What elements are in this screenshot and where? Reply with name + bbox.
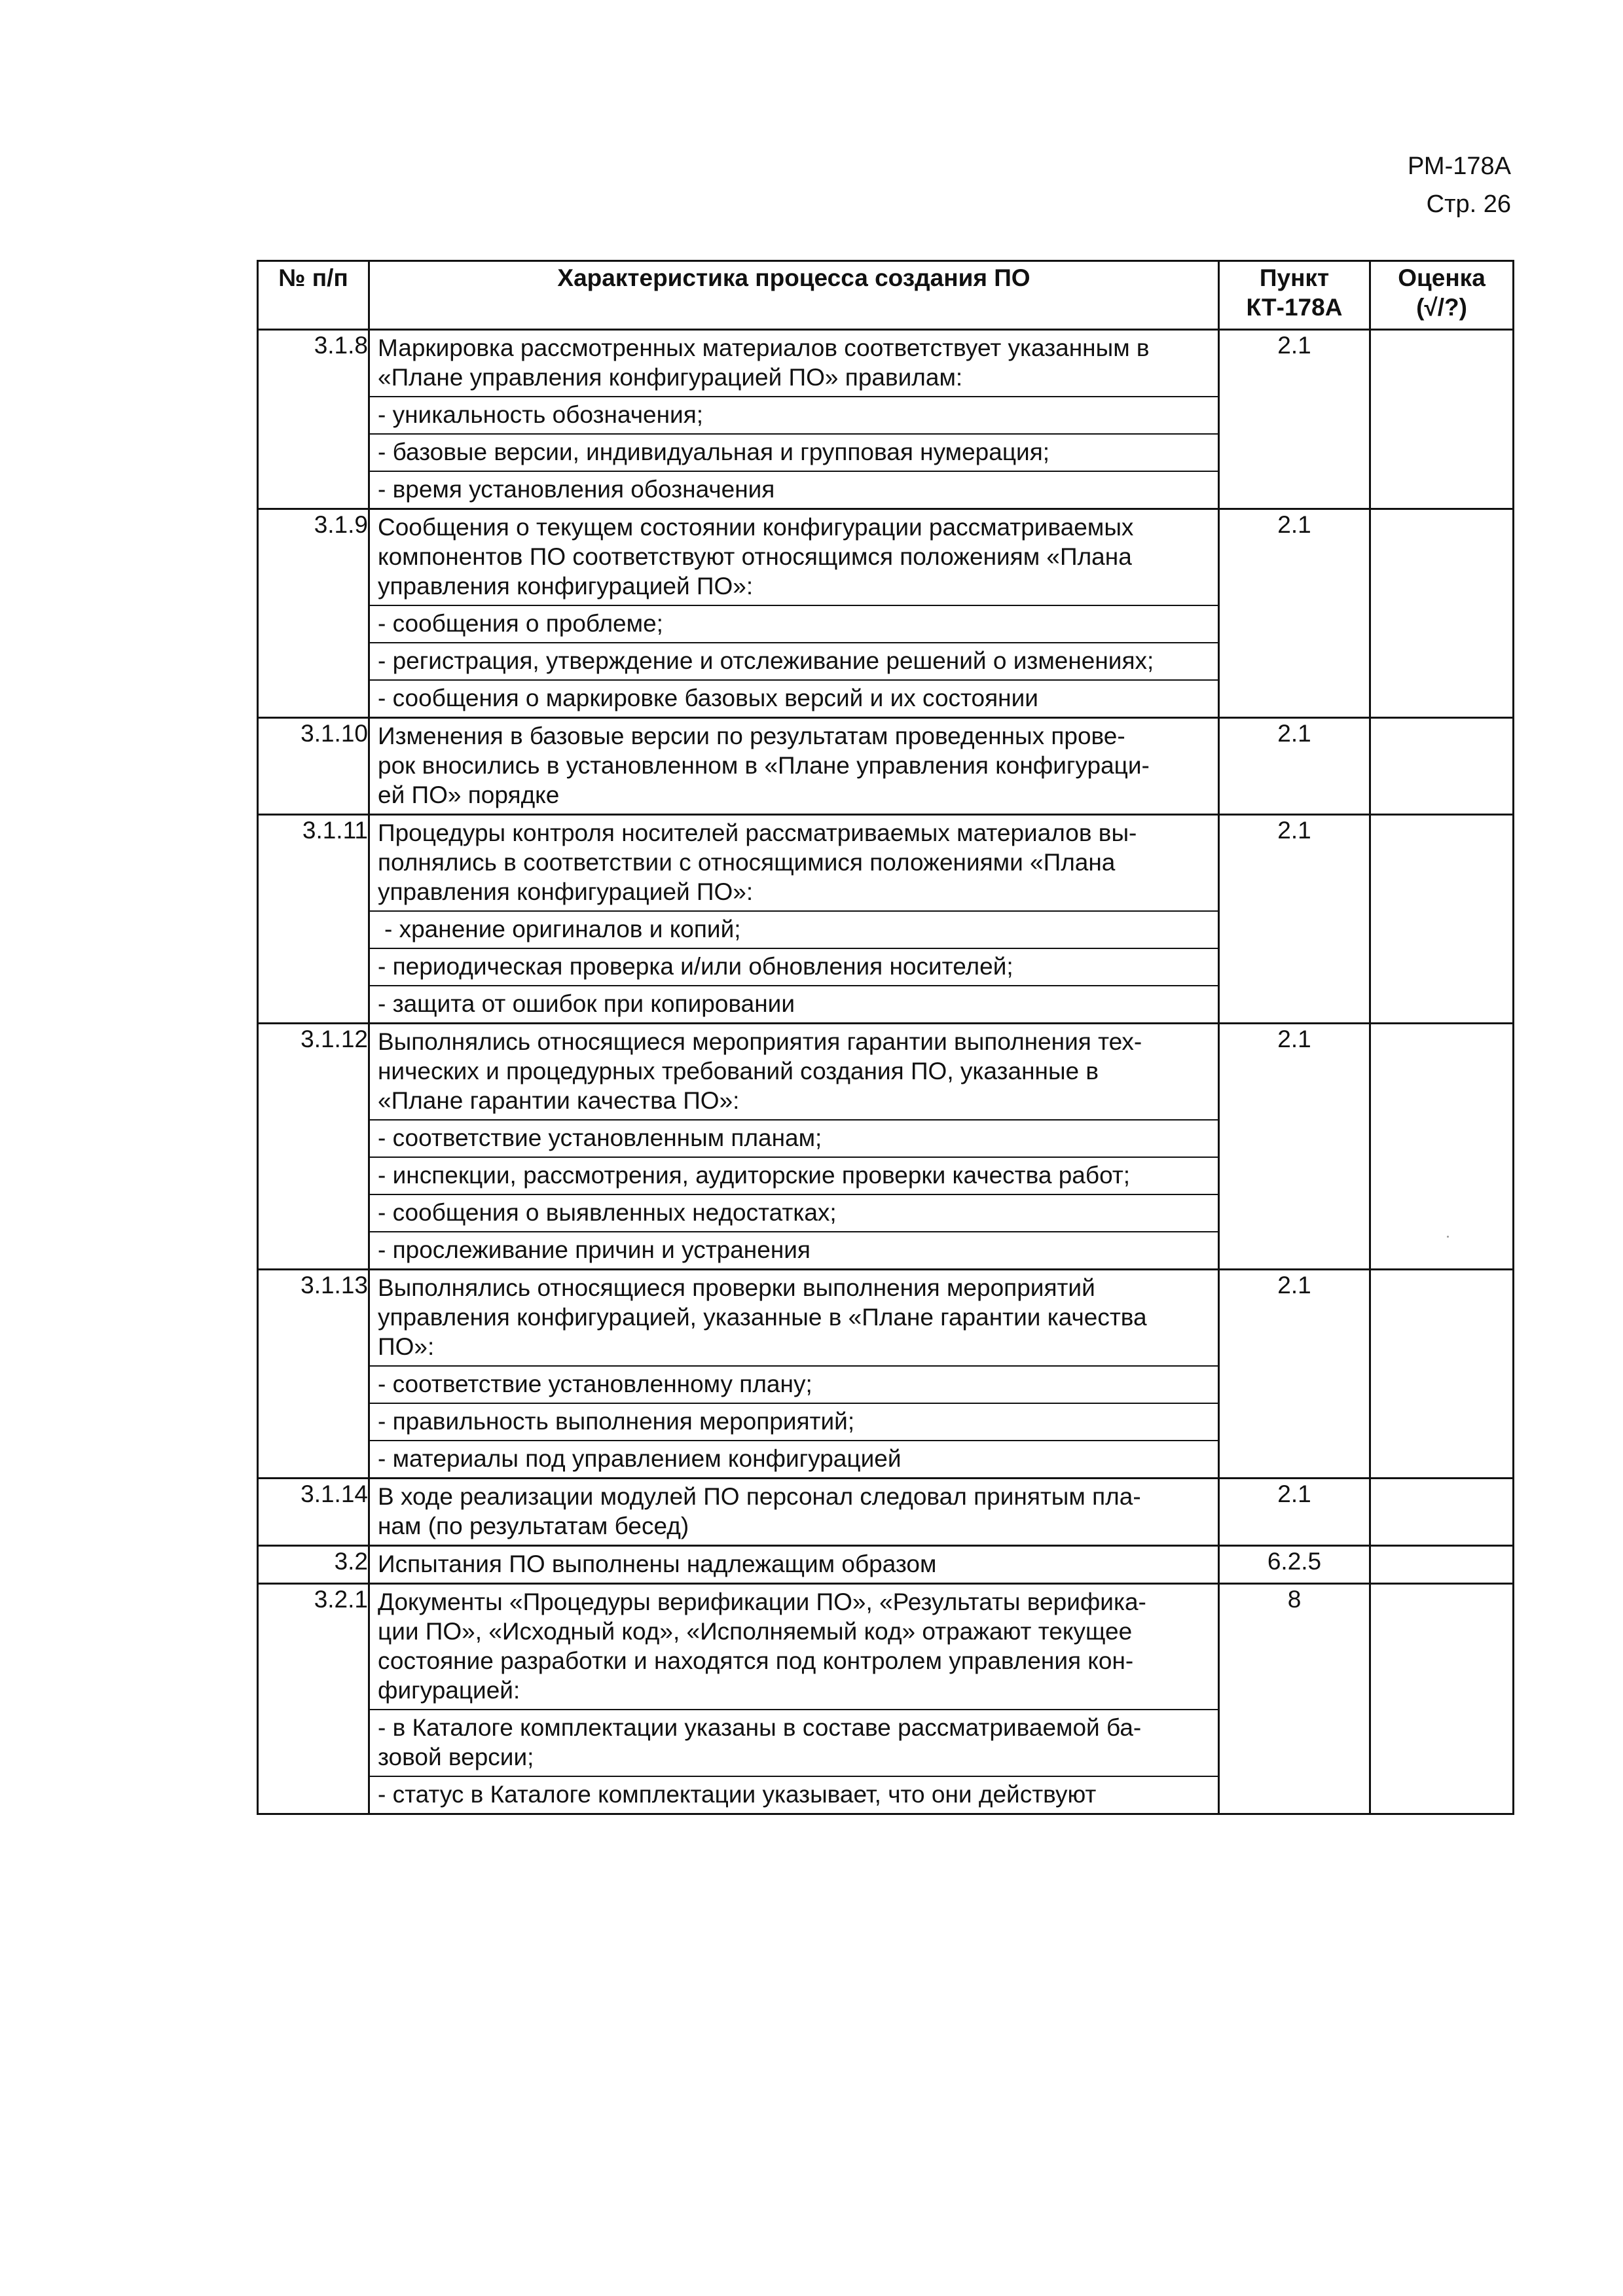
row-reference: 2.1 [1219,1024,1370,1270]
description-line: зовой версии; [378,1744,534,1770]
description-segment [370,948,1218,985]
row-reference: 2.1 [1219,509,1370,718]
description-line: рок вносились в установленном в «Плане управления конфигураци- [378,752,1150,779]
description-line: Испытания ПО выполнены надлежащим образом [378,1551,937,1577]
row-description [369,509,1219,718]
table-row [258,718,1514,815]
row-description [369,1479,1219,1546]
description-line: - регистрация, утверждение и отслеживание решений о изменениях; [378,647,1154,674]
checklist-table [257,260,1514,1815]
document-id: РМ-178А [1408,152,1511,180]
description-segment [370,642,1218,679]
table-row [258,1270,1514,1479]
row-number: 3.1.11 [258,815,369,1024]
row-grade [1370,1584,1514,1814]
description-line: - сообщения о проблеме; [378,610,663,637]
description-segment [370,396,1218,433]
description-line: Документы «Процедуры верификации ПО», «Результаты верифика- [378,1588,1146,1615]
description-line: - правильность выполнения мероприятий; [378,1408,855,1435]
description-segment [370,433,1218,471]
row-number: 3.1.8 [258,330,369,509]
description-segment [370,1231,1218,1268]
description-line: Выполнялись относящиеся проверки выполнения мероприятий [378,1274,1095,1301]
row-description [369,815,1219,1024]
row-grade [1370,1024,1514,1270]
row-grade [1370,1270,1514,1479]
description-line: компонентов ПО соответствуют относящимся положениям «Плана [378,543,1132,570]
description-segment [370,679,1218,717]
description-line: - сообщения о маркировке базовых версий и их состоянии [378,685,1038,711]
description-line: - инспекции, рассмотрения, аудиторские проверки качества работ; [378,1162,1131,1189]
row-description [369,330,1219,509]
table-row [258,1024,1514,1270]
row-description [369,1270,1219,1479]
description-line: Изменения в базовые версии по результатам проведенных прове- [378,723,1125,749]
column-header-reference [1219,261,1370,330]
description-line: «Плане гарантии качества ПО»: [378,1087,740,1114]
column-header-number: № п/п [258,261,369,330]
row-grade [1370,718,1514,815]
description-segment [370,605,1218,642]
table-body [258,330,1514,1814]
row-description [369,1584,1219,1814]
description-line: «Плане управления конфигурацией ПО» правилам: [378,364,963,391]
description-line: ции ПО», «Исходный код», «Исполняемый код» отражают текущее [378,1618,1133,1645]
description-line: фигурацией: [378,1677,520,1704]
description-line: - хранение оригиналов и копий; [384,916,741,942]
column-header-reference-line1: Пункт [1259,264,1330,291]
row-number: 3.1.10 [258,718,369,815]
row-description [369,1024,1219,1270]
row-number: 3.1.14 [258,1479,369,1546]
description-line: - время установления обозначения [378,476,775,503]
column-header-reference-line2: КТ-178А [1246,294,1343,321]
description-line: нам (по результатам бесед) [378,1513,689,1539]
description-line: - периодическая проверка и/или обновления носителей; [378,953,1013,980]
description-line: управления конфигурацией, указанные в «Плане гарантии качества [378,1304,1147,1331]
row-reference: 2.1 [1219,1479,1370,1546]
description-line: - материалы под управлением конфигурацией [378,1445,902,1472]
description-segment [370,985,1218,1022]
column-header-grade [1370,261,1514,330]
description-line: Выполнялись относящиеся мероприятия гарантии выполнения тех- [378,1028,1142,1055]
description-line: нических и процедурных требований создания ПО, указанные в [378,1058,1099,1085]
description-line: - соответствие установленным планам; [378,1124,822,1151]
description-line: В ходе реализации модулей ПО персонал следовал принятым пла- [378,1483,1141,1510]
row-grade [1370,509,1514,718]
row-grade [1370,330,1514,509]
description-segment [370,510,1218,605]
row-reference: 2.1 [1219,815,1370,1024]
description-segment [370,1270,1218,1365]
description-segment [370,331,1218,396]
row-description [369,1546,1219,1584]
row-reference: 8 [1219,1584,1370,1814]
description-segment [370,1709,1218,1776]
column-header-grade-line2: (√/?) [1416,294,1467,321]
table-row [258,1584,1514,1814]
row-description [369,718,1219,815]
description-line: - статус в Каталоге комплектации указывает, что они действуют [378,1781,1097,1808]
description-segment [370,1157,1218,1194]
description-line: управления конфигурацией ПО»: [378,573,754,600]
description-segment [370,1119,1218,1157]
row-reference: 2.1 [1219,330,1370,509]
row-grade [1370,1479,1514,1546]
row-number: 3.1.12 [258,1024,369,1270]
column-header-grade-line1: Оценка [1398,264,1486,291]
row-reference: 6.2.5 [1219,1546,1370,1584]
description-line: - сообщения о выявленных недостатках; [378,1199,837,1226]
description-line: - уникальность обозначения; [378,401,704,428]
row-number: 3.2 [258,1546,369,1584]
table-row [258,330,1514,509]
description-segment [370,1194,1218,1231]
description-line: Сообщения о текущем состоянии конфигурации рассматриваемых [378,514,1134,541]
description-line: Процедуры контроля носителей рассматриваемых материалов вы- [378,819,1137,846]
description-line: полнялись в соответствии с относящимися положениями «Плана [378,849,1116,876]
table-row [258,1546,1514,1584]
row-reference: 2.1 [1219,718,1370,815]
row-reference: 2.1 [1219,1270,1370,1479]
row-grade [1370,1546,1514,1584]
table-header-row [258,261,1514,330]
description-segment [370,1776,1218,1813]
description-line: Маркировка рассмотренных материалов соответствует указанным в [378,334,1150,361]
table-row [258,1479,1514,1546]
description-line: - в Каталоге комплектации указаны в составе рассматриваемой ба- [378,1714,1142,1741]
description-segment [370,816,1218,910]
table-row [258,815,1514,1024]
page-number: Стр. 26 [1426,190,1511,218]
row-number: 3.2.1 [258,1584,369,1814]
description-segment [370,1365,1218,1403]
description-segment [370,1547,1218,1583]
description-line: ей ПО» порядке [378,781,560,808]
row-number: 3.1.9 [258,509,369,718]
description-line: - соответствие установленному плану; [378,1371,812,1397]
description-segment [370,1440,1218,1477]
description-line: ПО»: [378,1333,435,1360]
column-header-description: Характеристика процесса создания ПО [369,261,1219,330]
description-line: - базовые версии, индивидуальная и групповая нумерация; [378,439,1050,465]
description-line: состояние разработки и находятся под контролем управления кон- [378,1647,1134,1674]
description-segment [370,471,1218,508]
description-segment [370,1479,1218,1545]
description-segment [370,719,1218,814]
description-line: - защита от ошибок при копировании [378,990,795,1017]
row-number: 3.1.13 [258,1270,369,1479]
table-row [258,509,1514,718]
description-segment [370,1403,1218,1440]
scan-speck [1447,1236,1449,1238]
description-line: - прослеживание причин и устранения [378,1236,811,1263]
row-grade [1370,815,1514,1024]
description-segment [370,910,1218,948]
description-segment [370,1024,1218,1119]
description-segment [370,1585,1218,1709]
page-header [1408,147,1511,223]
description-line: управления конфигурацией ПО»: [378,878,754,905]
